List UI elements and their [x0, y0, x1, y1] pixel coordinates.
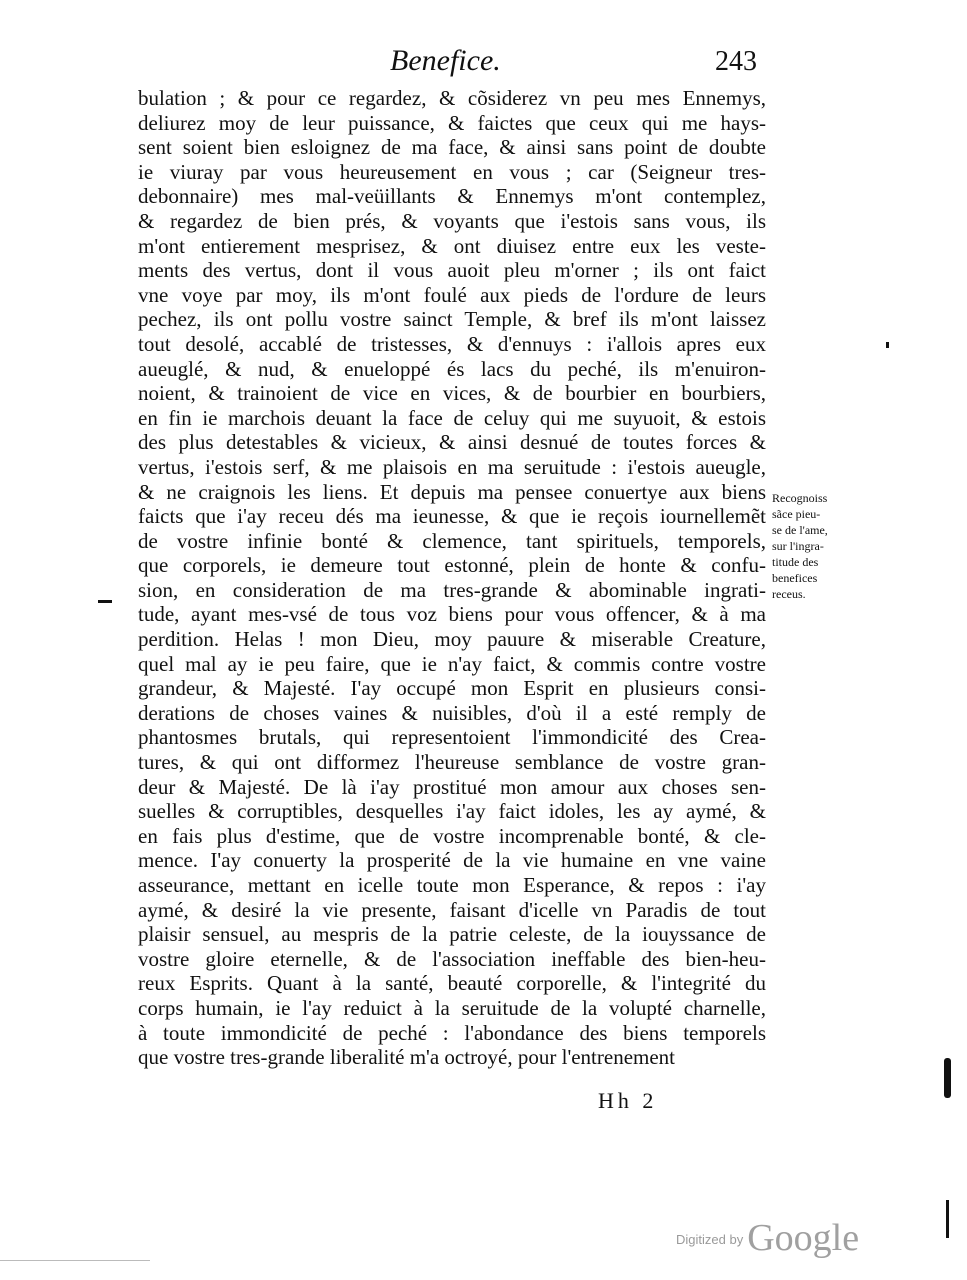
margin-note-line: sãce pieu- [772, 507, 821, 521]
text-line: vertus, i'estois serf, & me plaisois en ma seruitude : i'estois aueugle, [138, 454, 766, 479]
ink-speck [946, 1200, 949, 1238]
digitized-watermark [676, 1216, 859, 1260]
text-line: en fin ie marchois deuant la face de celuy qui me suyuoit, & estois [138, 405, 766, 430]
text-line: & regardez de bien prés, & voyants que i'estois sans vous, ils [138, 208, 766, 233]
margin-note-line: receus. [772, 587, 806, 601]
text-line: sion, en consideration de ma tres-grande & abominable ingrati- [138, 577, 766, 602]
text-line: & ne craignois les liens. Et depuis ma pensee conuertye aux biens [138, 479, 766, 504]
watermark-prefix: Digitized by [676, 1232, 744, 1247]
margin-note-line: se de l'ame, [772, 523, 828, 537]
text-line: aymé, & desiré la vie presente, faisant d'icelle vn Paradis de tout [138, 897, 766, 922]
text-line: ie viuray par vous heureusement en vous ; car (Seigneur tres- [138, 159, 766, 184]
text-line: que vostre tres-grande liberalité m'a octroyé, pour l'entrenement [138, 1045, 676, 1070]
text-line: faicts que i'ay receu dés ma ieunesse, & que ie reçois iournellemẽt [138, 504, 766, 529]
body-text [138, 86, 766, 1070]
text-line: pechez, ils ont pollu vostre sainct Temple, & bref ils m'ont laissez [138, 307, 766, 332]
text-line: vostre gloire eternelle, & de l'association ineffable des bien-heu- [138, 946, 766, 971]
margin-note-line: benefices [772, 571, 818, 585]
ink-speck [98, 600, 112, 603]
text-line: ments des vertus, dont il vous auoit pleu m'orner ; ils ont faict [138, 258, 766, 283]
ink-speck [886, 342, 889, 348]
margin-note-line: Recognoiss [772, 491, 828, 505]
text-line: tude, ayant mes-vsé de tous voz biens pour vous offencer, & à ma [138, 602, 766, 627]
text-line: plaisir sensuel, au mespris de la patrie celeste, de la iouyssance de [138, 922, 766, 947]
text-line: aueuglé, & nud, & enueloppé és lacs du peché, ils m'enuiron- [138, 356, 766, 381]
text-line: bulation ; & pour ce regardez, & cõsiderez vn peu mes Ennemys, [138, 86, 766, 110]
text-line: debonnaire) mes mal-veüillants & Ennemys m'ont contemplez, [138, 184, 766, 209]
text-line: à toute immondicité de peché : l'abondance des biens temporels [138, 1020, 766, 1045]
text-line: des plus detestables & vicieux, & ainsi desnué de toutes forces & [138, 430, 766, 455]
text-line: asseurance, mettant en icelle toute mon Esperance, & repos : i'ay [138, 873, 766, 897]
text-line: que corporels, ie demeure tout estonné, plein de honte & confu- [138, 553, 766, 578]
ink-speck [944, 1058, 951, 1098]
text-line: phantosmes brutals, qui representoient l'immondicité des Crea- [138, 725, 766, 750]
text-line: reux Esprits. Quant à la santé, beauté corporelle, & l'integrité du [138, 971, 766, 996]
text-line: mence. I'ay conuerty la prosperité de la vie humaine en vne vaine [138, 848, 766, 873]
text-line: perdition. Helas ! mon Dieu, moy pauure & miserable Creature, [138, 627, 766, 652]
running-header-title: Benefice. [390, 44, 501, 77]
text-line: deliurez moy de leur puissance, & faictes que ceux qui me hays- [138, 110, 766, 135]
text-line: quel mal ay ie peu faire, que ie n'ay faict, & commis contre vostre [138, 651, 766, 676]
text-line: deur & Majesté. De là i'ay prostitué mon amour aux choses sen- [138, 774, 766, 799]
text-line: tout desolé, accablé de tristesses, & d'ennuys : i'allois apres eux [138, 331, 766, 356]
text-line: noient, & trainoient de vice en vices, & de bourbier en bourbiers, [138, 381, 766, 406]
text-line: m'ont entierement mesprisez, & ont diuisez entre eux les veste- [138, 233, 766, 258]
margin-note-line: titude des [772, 555, 819, 569]
text-line: sent soient bien esloignez de ma face, & ainsi sans point de doubte [138, 135, 766, 160]
signature-mark: Hh 2 [598, 1088, 658, 1113]
page-edge-rule [0, 1260, 150, 1261]
text-line: vne voye par moy, ils m'ont foulé aux pieds de l'ordure de leurs [138, 282, 766, 307]
margin-note-line: sur l'ingra- [772, 539, 824, 553]
text-line: grandeur, & Majesté. I'ay occupé mon Esprit en plusieurs consi- [138, 676, 766, 701]
text-line: suelles & corruptibles, desquelles i'ay faict idoles, les ay aymé, & [138, 799, 766, 824]
text-line: derations de choses vaines & nuisibles, d'où il a esté remply de [138, 700, 766, 725]
text-line: de vostre infinie bonté & clemence, tant spirituels, temporels, [138, 528, 766, 553]
google-logo: Google [747, 1217, 860, 1259]
page-number: 243 [715, 46, 757, 77]
margin-note [772, 490, 852, 602]
text-line: corps humain, ie l'ay reduict à la seruitude de la volupté charnelle, [138, 995, 766, 1020]
text-line: tures, & qui ont difformez l'heureuse semblance de vostre gran- [138, 750, 766, 775]
text-line: en fais plus d'estime, que de vostre incomprenable bonté, & cle- [138, 823, 766, 848]
